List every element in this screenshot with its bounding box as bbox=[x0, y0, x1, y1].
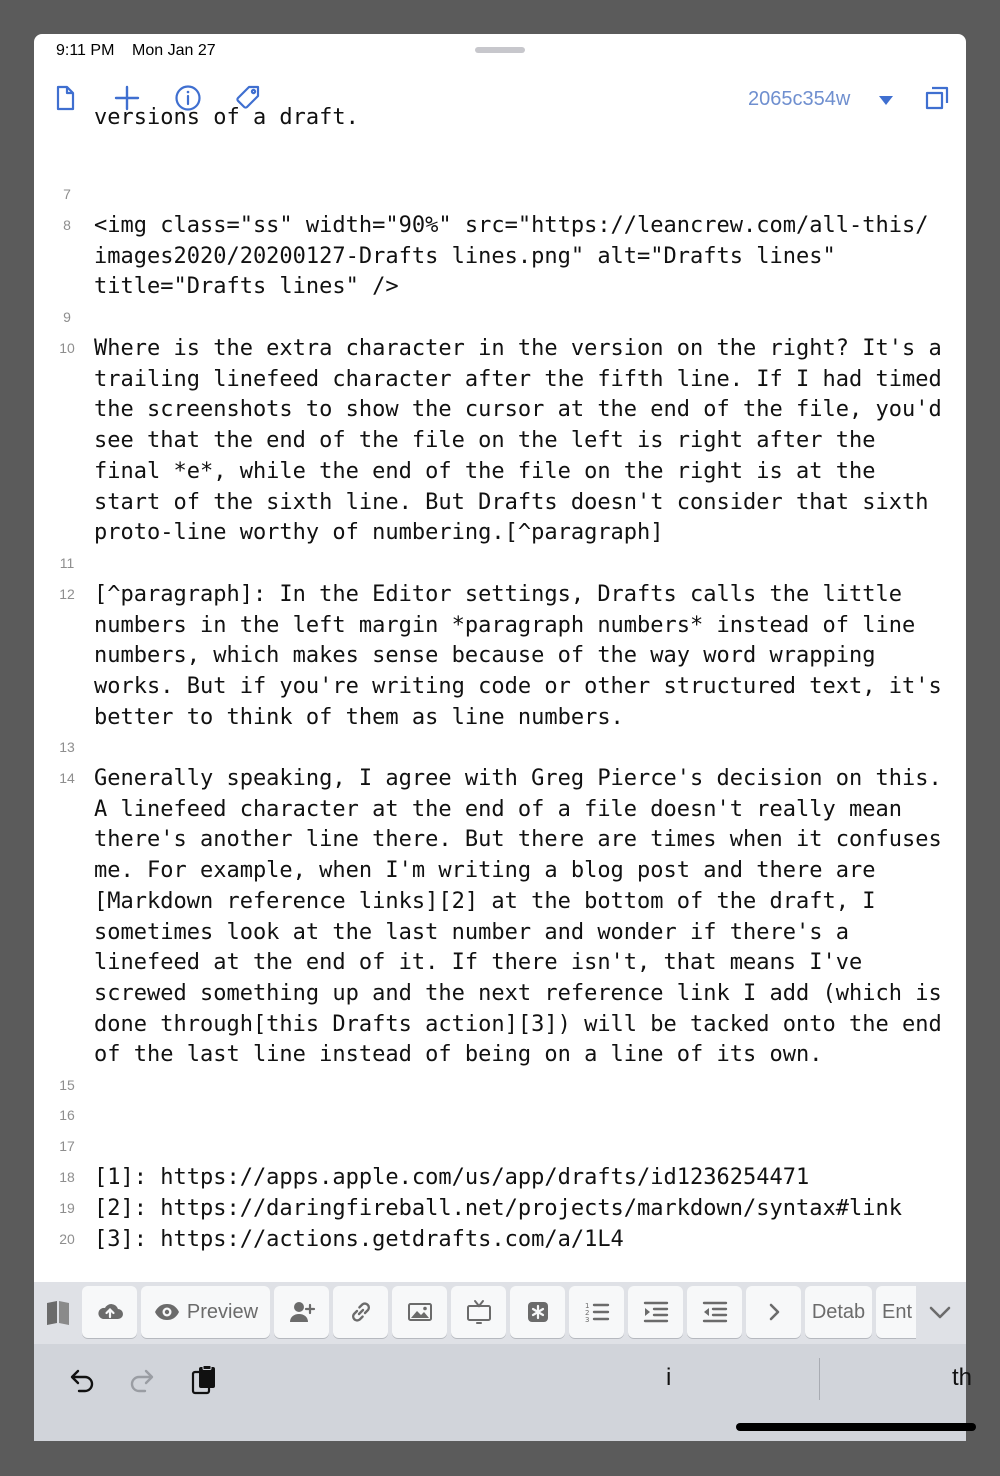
line-text[interactable]: [3]: https://actions.getdrafts.com/a/1L4 bbox=[94, 1227, 624, 1252]
outdent-icon bbox=[701, 1298, 729, 1326]
chevron-right-icon bbox=[760, 1298, 788, 1326]
line-number: 9 bbox=[63, 309, 71, 325]
line-number: 10 bbox=[59, 340, 75, 356]
line-number: 16 bbox=[59, 1107, 75, 1123]
redo-icon[interactable] bbox=[125, 1362, 161, 1398]
ent-button[interactable] bbox=[876, 1286, 916, 1338]
status-bar bbox=[34, 34, 966, 68]
status-date: Mon Jan 27 bbox=[132, 42, 216, 59]
line-text[interactable]: [^paragraph]: In the Editor settings, Drafts calls the little numbers in the left margin *paragraph numbers* instead of line numbers, which makes sense because of the way word wrapping works. But if you're writing code or other structured text, it's better to think of them as line numbers. bbox=[94, 582, 942, 730]
undo-icon[interactable] bbox=[63, 1362, 99, 1398]
svg-text:3: 3 bbox=[584, 1316, 589, 1324]
person-add-icon bbox=[288, 1298, 316, 1326]
book-icon[interactable] bbox=[40, 1286, 76, 1338]
line-number: 17 bbox=[59, 1138, 75, 1154]
prediction-2[interactable]: th bbox=[952, 1364, 973, 1391]
indent-button[interactable] bbox=[628, 1286, 683, 1338]
line-text[interactable]: versions of a draft. bbox=[94, 105, 359, 130]
line-number: 19 bbox=[59, 1200, 75, 1216]
line-number: 20 bbox=[59, 1231, 75, 1247]
line-number: 8 bbox=[63, 217, 71, 233]
prediction-divider bbox=[819, 1358, 820, 1400]
line-number: 11 bbox=[59, 555, 75, 571]
line-text[interactable]: [2]: https://daringfireball.net/projects/markdown/syntax#link bbox=[94, 1196, 902, 1221]
asterisk-button[interactable] bbox=[510, 1286, 565, 1338]
indent-icon bbox=[642, 1298, 670, 1326]
line-text[interactable]: [1]: https://apps.apple.com/us/app/drafts/id1236254471 bbox=[94, 1165, 810, 1190]
ent-label: Ent bbox=[882, 1300, 913, 1323]
image-icon bbox=[406, 1298, 434, 1326]
line-number: 12 bbox=[59, 586, 75, 602]
link-icon bbox=[347, 1298, 375, 1326]
preview-label: Preview bbox=[186, 1300, 259, 1323]
line-number: 7 bbox=[63, 186, 71, 202]
app-window bbox=[34, 34, 973, 1441]
asterisk-icon bbox=[524, 1298, 552, 1326]
line-text[interactable]: <img class="ss" width="90%" src="https://leancrew.com/all-this/ images2020/20200127-Drafts lines.png" alt="Drafts lines" title="Drafts lines" /> bbox=[94, 213, 929, 300]
line-number: 18 bbox=[59, 1169, 75, 1185]
line-text[interactable]: Where is the extra character in the version on the right? It's a trailing linefeed character after the fifth line. If I had timed the screenshots to show the cursor at the end of the file, you'd see that the end of the file on the left is right after the final *e*, while the end of the file on the right is at the start of the sixth line. But Drafts doesn't consider that sixth proto-line worthy of numbering.[^paragraph] bbox=[94, 336, 942, 546]
editor-key-bar bbox=[34, 1282, 966, 1344]
chevron-right-button[interactable] bbox=[746, 1286, 801, 1338]
status-time: 9:11 PM bbox=[56, 42, 115, 59]
line-number: 15 bbox=[59, 1077, 75, 1093]
eye-icon bbox=[153, 1298, 181, 1326]
keyboard-shortcut-bar bbox=[34, 1344, 973, 1441]
cloud-upload-button[interactable] bbox=[82, 1286, 137, 1338]
link-button[interactable] bbox=[333, 1286, 388, 1338]
numbered-list-icon bbox=[583, 1298, 611, 1326]
window-grabber[interactable] bbox=[475, 47, 525, 53]
cloud-upload-icon bbox=[96, 1298, 124, 1326]
image-button[interactable] bbox=[392, 1286, 447, 1338]
detab-button[interactable] bbox=[805, 1286, 872, 1338]
numbered-list-button[interactable] bbox=[569, 1286, 624, 1338]
workspace-selector[interactable]: 2065c354w bbox=[748, 88, 851, 110]
svg-text:1: 1 bbox=[584, 1302, 589, 1310]
line-text[interactable]: Generally speaking, I agree with Greg Pierce's decision on this. A linefeed character at the end of a file doesn't really mean there's another line there. But there are times when it confuses me. For example, when I'm writing a blog post and there are [Markdown reference links][2] at the bottom of the draft, I sometimes look at the last number and wonder if there's a linefeed at the end of it. If there isn't, that means I've screwed something up and the next reference link I add (which is done through[this Drafts action][3]) will be tacked onto the end of the last line instead of being on a line of its own. bbox=[94, 766, 942, 1068]
document-icon[interactable] bbox=[49, 82, 81, 114]
line-number: 14 bbox=[59, 770, 75, 786]
expand-window-icon[interactable] bbox=[921, 82, 953, 114]
prediction-1[interactable]: i bbox=[666, 1364, 672, 1391]
tv-icon bbox=[465, 1298, 493, 1326]
outdent-button[interactable] bbox=[687, 1286, 742, 1338]
svg-text:2: 2 bbox=[584, 1309, 589, 1317]
draft-editor[interactable] bbox=[34, 105, 966, 1282]
add-contact-button[interactable] bbox=[274, 1286, 329, 1338]
line-number: 13 bbox=[59, 739, 75, 755]
preview-button[interactable] bbox=[141, 1286, 270, 1338]
home-indicator bbox=[736, 1423, 976, 1431]
chevron-down-icon[interactable] bbox=[920, 1286, 960, 1338]
detab-label: Detab bbox=[811, 1300, 866, 1323]
paste-icon[interactable] bbox=[187, 1362, 223, 1398]
media-button[interactable] bbox=[451, 1286, 506, 1338]
caret-down-icon[interactable] bbox=[876, 90, 896, 110]
